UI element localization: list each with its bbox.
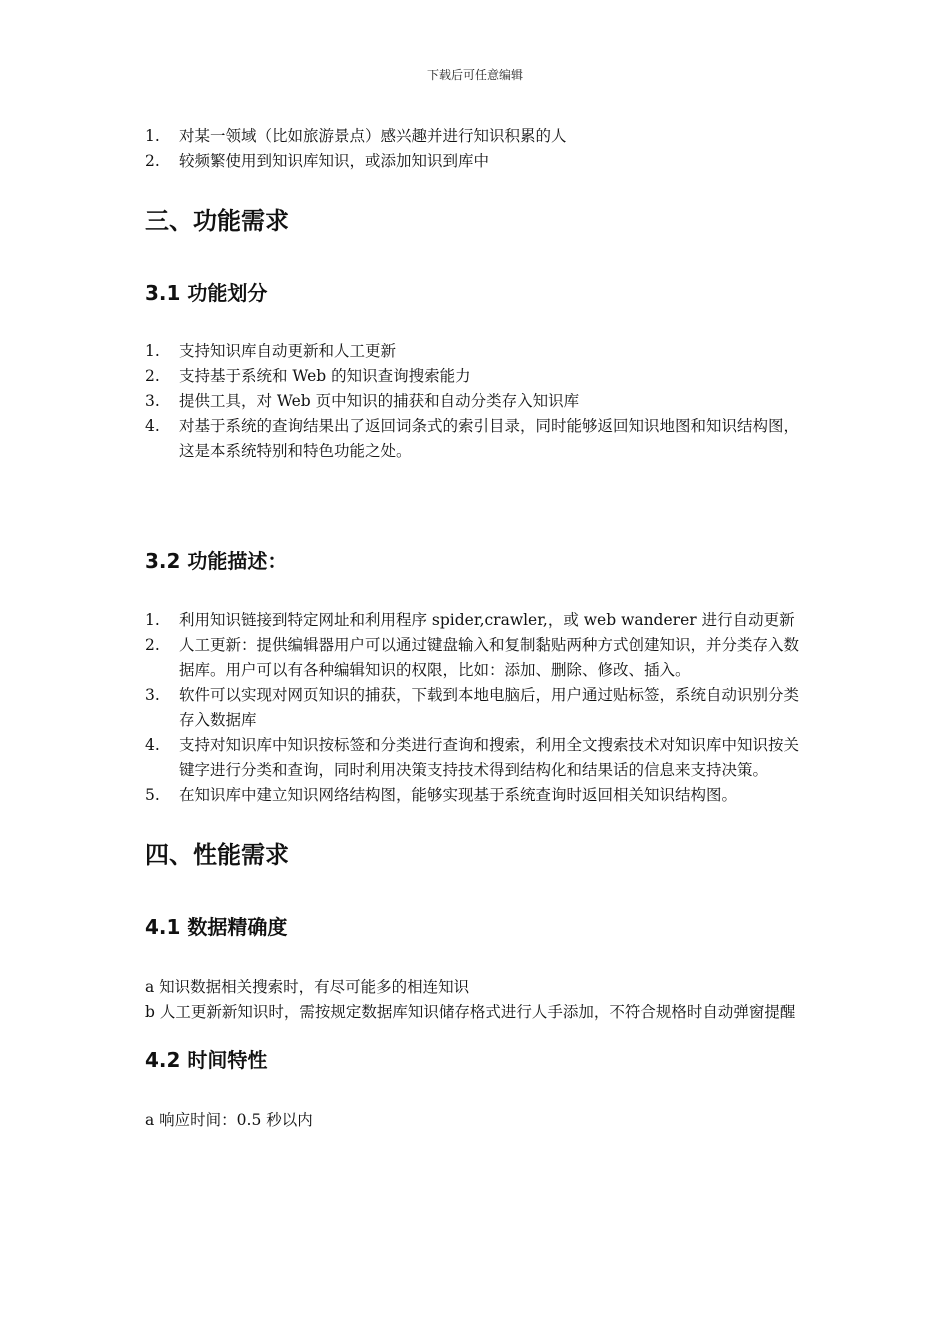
section-4-title: 四、性能需求 bbox=[145, 841, 289, 869]
page-header: 下载后可任意编辑 bbox=[426, 68, 523, 82]
section-3-1-title: 3.1 功能划分 bbox=[145, 281, 268, 305]
section-4-1-title: 4.1 数据精确度 bbox=[145, 915, 288, 939]
list-item: 1. 利用知识链接到特定网址和利用程序 spider,crawler,，或 web wanderer 进行自动更新 bbox=[145, 611, 795, 629]
paragraph-line: b 人工更新新知识时，需按规定数据库知识储存格式进行人手添加，不符合规格时自动弹窗提醒 bbox=[145, 1003, 796, 1021]
function-description-list bbox=[145, 608, 810, 808]
paragraph-line: a 响应时间：0.5 秒以内 bbox=[145, 1111, 313, 1129]
list-item: 1. 对某一领域（比如旅游景点）感兴趣并进行知识积累的人 bbox=[145, 127, 567, 145]
list-item: 4. 支持对知识库中知识按标签和分类进行查询和搜索，利用全文搜索技术对知识库中知识按关键字进行分类和查询，同时利用决策支持技术得到结构化和结果话的信息来支持决策。 bbox=[145, 736, 800, 779]
list-item: 1. 支持知识库自动更新和人工更新 bbox=[145, 342, 397, 360]
section-3-title: 三、功能需求 bbox=[145, 207, 289, 235]
list-item: 2. 人工更新：提供编辑器用户可以通过键盘输入和复制黏贴两种方式创建知识，并分类存入数据库。用户可以有各种编辑知识的权限，比如：添加、删除、修改、插入。 bbox=[145, 636, 800, 679]
section-3-2-title: 3.2 功能描述： bbox=[145, 549, 288, 573]
list-item: 2. 较频繁使用到知识库知识，或添加知识到库中 bbox=[145, 152, 490, 170]
list-item: 4. 对基于系统的查询结果出了返回词条式的索引目录，同时能够返回知识地图和知识结构图，这是本系统特别和特色功能之处。 bbox=[145, 417, 800, 460]
paragraph-line: a 知识数据相关搜索时，有尽可能多的相连知识 bbox=[145, 978, 470, 996]
document-content bbox=[145, 124, 810, 1133]
list-item: 5. 在知识库中建立知识网络结构图，能够实现基于系统查询时返回相关知识结构图。 bbox=[145, 786, 738, 804]
section-4-2-title: 4.2 时间特性 bbox=[145, 1048, 268, 1072]
list-item: 3. 提供工具，对 Web 页中知识的捕获和自动分类存入知识库 bbox=[145, 392, 580, 410]
function-division-list bbox=[145, 339, 810, 464]
list-item: 3. 软件可以实现对网页知识的捕获，下载到本地电脑后，用户通过贴标签，系统自动识别分类存入数据库 bbox=[145, 686, 800, 729]
users-list bbox=[145, 124, 810, 174]
list-item: 2. 支持基于系统和 Web 的知识查询搜索能力 bbox=[145, 367, 471, 385]
